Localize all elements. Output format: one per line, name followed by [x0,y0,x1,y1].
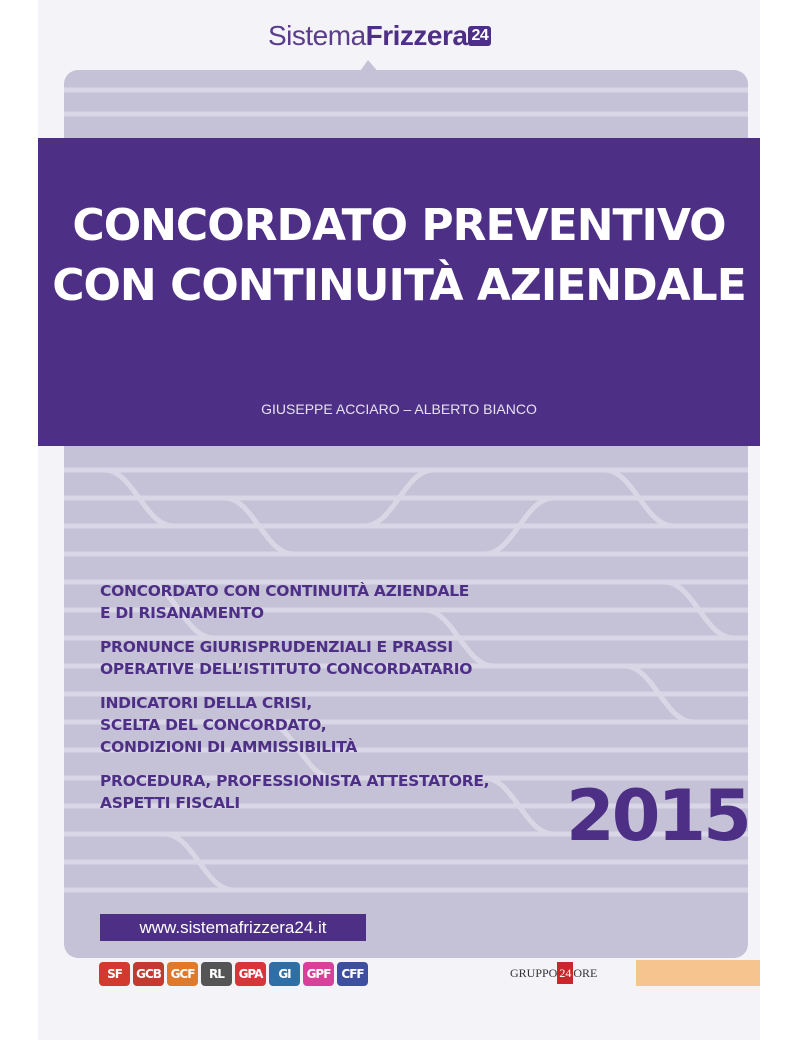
publisher-prefix: GRUPPO [510,966,558,980]
series-tag-sf: SF [99,962,130,986]
topics-list [100,580,520,826]
topic-line: PRONUNCE GIURISPRUDENZIALI E PRASSI [100,638,453,656]
topic-line: SCELTA DEL CONCORDATO, [100,716,327,734]
series-tag-cff: CFF [337,962,368,986]
book-authors: GIUSEPPE ACCIARO – ALBERTO BIANCO [261,401,537,417]
brand-logo [268,20,491,52]
series-tag-gpa: GPA [235,962,266,986]
series-tags [99,962,368,986]
topic-item [100,636,520,680]
topic-line: PROCEDURA, PROFESSIONISTA ATTESTATORE, [100,772,490,790]
edition-year: 2015 [566,775,749,857]
topic-item [100,692,520,758]
topic-line: CONCORDATO CON CONTINUITÀ AZIENDALE [100,582,470,600]
topic-line: ASPETTI FISCALI [100,794,240,812]
series-tag-rl: RL [201,962,232,986]
topic-line: OPERATIVE DELL’ISTITUTO CONCORDATARIO [100,660,473,678]
brand-name-part1: Sistema [268,20,366,51]
series-tag-gi: GI [269,962,300,986]
series-tag-gcf: GCF [167,962,198,986]
book-title-line-1: CONCORDATO PREVENTIVO [72,200,726,251]
series-tag-gpf: GPF [303,962,334,986]
brand-name-part2: Frizzera [365,20,468,51]
book-title [38,196,760,316]
publisher-suffix: ORE [573,966,598,980]
orange-strip [636,960,760,986]
brand-badge: 24 [468,26,491,46]
book-title-line-2: CON CONTINUITÀ AZIENDALE [52,260,746,311]
publisher-number: 24 [557,962,573,984]
series-tag-gcb: GCB [133,962,164,986]
topic-item [100,770,520,814]
publisher-logo [510,962,597,984]
topic-item [100,580,520,624]
website-url: www.sistemafrizzera24.it [100,914,366,941]
topic-line: E DI RISANAMENTO [100,604,264,622]
topic-line: INDICATORI DELLA CRISI, [100,694,312,712]
topic-line: CONDIZIONI DI AMMISSIBILITÀ [100,738,358,756]
